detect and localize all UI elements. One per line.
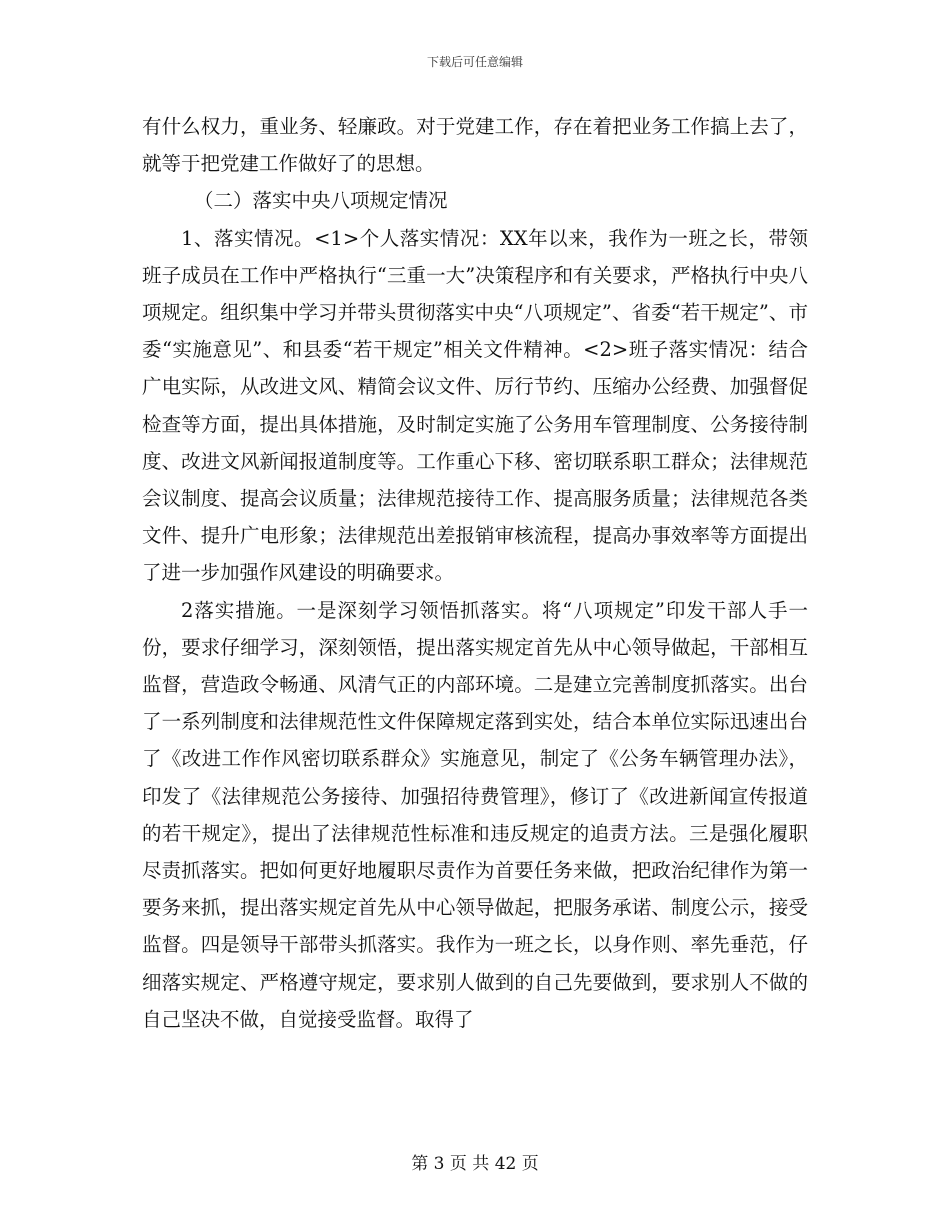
paragraph-implementation: 1、落实情况。<1>个人落实情况：XX年以来，我作为一班之长，带领班子成员在工作中严格执行“三重一大”决策程序和有关要求，严格执行中央八项规定。组织集中学习并带头贯彻落实中央“八项规定”、省委“若干规定”、市委“实施意见”、和县委“若干规定”相关文件精神。<2>班子落实情况：结合广电实际，从改进文风、精简会议文件、厉行节约、压缩办公经费、加强督促检查等方面，提出具体措施，及时制定实施了公务用车管理制度、公务接待制度、改进文风新闻报道制度等。工作重心下移、密切联系职工群众；法律规范会议制度、提高会议质量；法律规范接待工作、提高服务质量；法律规范各类文件、提升广电形象；法律规范出差报销审核流程，提高办事效率等方面提出了进一步加强作风建设的明确要求。 bbox=[142, 226, 808, 585]
document-body bbox=[142, 108, 808, 1038]
paragraph-measures: 2落实措施。一是深刻学习领悟抓落实。将“八项规定”印发干部人手一份，要求仔细学习，深刻领悟，提出落实规定首先从中心领导做起，干部相互监督，营造政令畅通、风清气正的内部环境。二是建立完善制度抓落实。出台了一系列制度和法律规范性文件保障规定落到实处，结合本单位实际迅速出台了《改进工作作风密切联系群众》实施意见，制定了《公务车辆管理办法》，印发了《法律规范公务接待、加强招待费管理》，修订了《改进新闻宣传报道的若干规定》，提出了法律规范性标准和违反规定的追责方法。三是强化履职尽责抓落实。把如何更好地履职尽责作为首要任务来做，把政治纪律作为第一要务来抓，提出落实规定首先从中心领导做起，把服务承诺、制度公示，接受监督。四是领导干部带头抓落实。我作为一班之长，以身作则、率先垂范，仔细落实规定、严格遵守规定，要求别人做到的自己先要做到，要求别人不做的自己坚决不做，自觉接受监督。取得了 bbox=[142, 598, 808, 1031]
paragraph-continuation: 有什么权力，重业务、轻廉政。对于党建工作，存在着把业务工作搞上去了，就等于把党建工作做好了的思想。 bbox=[142, 115, 808, 176]
page-footer: 第 3 页 共 42 页 bbox=[411, 1154, 539, 1174]
page-header: 下载后可任意编辑 bbox=[426, 55, 523, 69]
section-heading: （二）落实中央八项规定情况 bbox=[194, 189, 448, 213]
